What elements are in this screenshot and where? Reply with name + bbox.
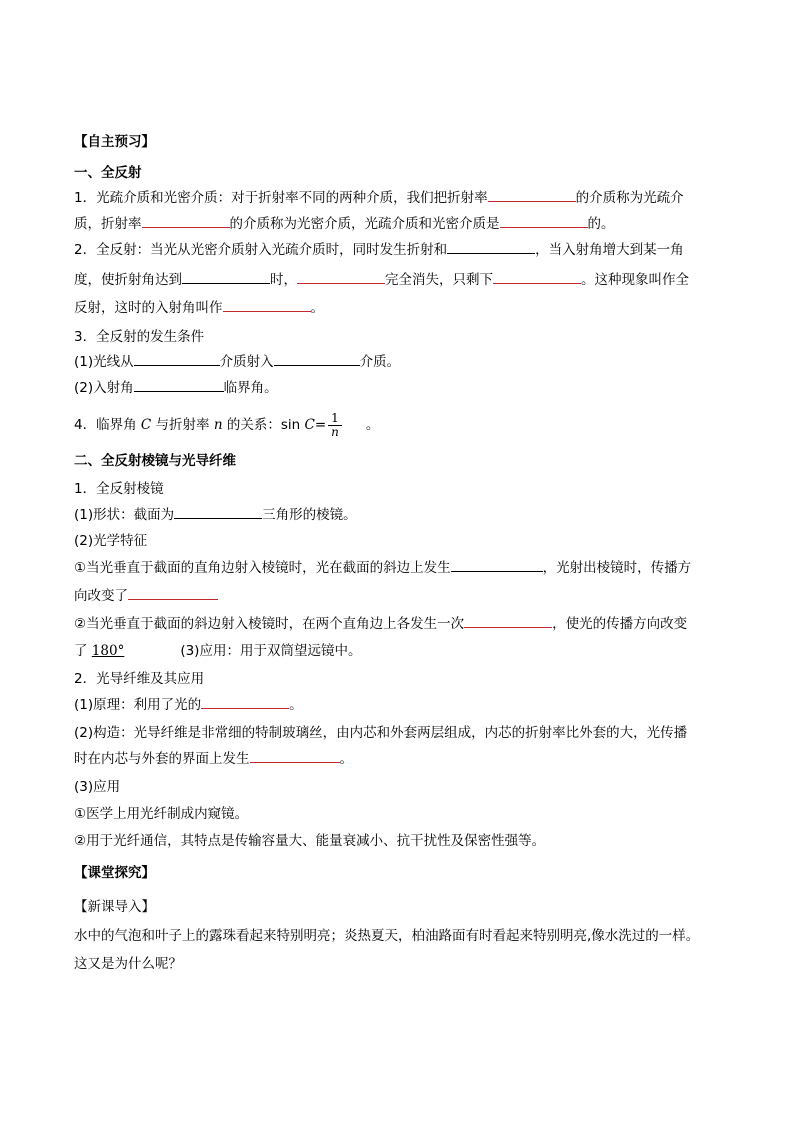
blank[interactable] [142, 215, 230, 228]
fiber-structure-line-2: 时在内芯与外套的界面上发生 。 [74, 751, 353, 767]
section-explore-heading: 【课堂探究】 [74, 865, 155, 881]
fiber-application-title: (3)应用 [74, 779, 121, 795]
blank[interactable] [493, 271, 581, 284]
blank[interactable] [464, 615, 552, 628]
blank[interactable] [134, 353, 220, 366]
fraction-1-over-n: $\frac{1}{n}$ [328, 412, 342, 439]
prism-shape: (1)形状：截面为 三角形的棱镜。 [74, 507, 357, 523]
fiber-title: 2．光导纤维及其应用 [74, 671, 205, 687]
fiber-application-1: ①医学上用光纤制成内窥镜。 [74, 806, 249, 822]
blank[interactable] [447, 241, 535, 254]
blank[interactable] [134, 379, 224, 392]
section-preview-heading: 【自主预习】 [74, 134, 155, 150]
prism-feature-2-line-1: ②当光垂直于截面的斜边射入棱镜时，在两个直角边上各发生一次 ，使光的传播方向改变 [74, 616, 688, 632]
blank[interactable] [500, 215, 588, 228]
para-3-title: 3．全反射的发生条件 [74, 329, 205, 345]
para-3-condition-1: (1)光线从 介质射入 介质。 [74, 354, 401, 370]
para-1-line-1: 1．光疏介质和光密介质：对于折射率不同的两种介质，我们把折射率 的介质称为光疏介 [74, 190, 684, 206]
para-4-critical-angle: 4．临界角 C 与折射率 n 的关系：sin C= $\frac{1}{n}$ 。 [74, 410, 380, 439]
para-2-line-1: 2．全反射：当光从光密介质射入光疏介质时，同时发生折射和 ，当入射角增大到某一角 [74, 242, 684, 258]
prism-feature-2-line-2: 了 180° (3)应用：用于双筒望远镜中。 [74, 643, 362, 659]
prism-feature-1-line-2: 向改变了 [74, 586, 218, 606]
heading-prism-fiber: 二、全反射棱镜与光导纤维 [74, 453, 236, 469]
blank[interactable] [174, 506, 262, 519]
blank[interactable] [451, 559, 543, 572]
fiber-application-2: ②用于光纤通信，其特点是传输容量大、能量衰减小、抗干扰性及保密性强等。 [74, 833, 546, 849]
intro-text-line-1: 水中的气泡和叶子上的露珠看起来特别明亮；炎热夏天，柏油路面有时看起来特别明亮,像水洗过的一样。 [74, 928, 700, 944]
blank[interactable] [128, 587, 218, 600]
prism-optical-features: (2)光学特征 [74, 533, 148, 549]
fiber-principle: (1)原理：利用了光的 。 [74, 697, 303, 713]
blank[interactable] [182, 271, 270, 284]
blank[interactable] [488, 189, 576, 202]
para-2-line-2: 度，使折射角达到 时， 完全消失，只剩下 。这种现象叫作全 [74, 272, 689, 288]
para-2-line-3: 反射，这时的入射角叫作 。 [74, 300, 324, 316]
blank[interactable] [250, 750, 340, 763]
section-intro-heading: 【新课导入】 [74, 899, 155, 915]
heading-total-reflection: 一、全反射 [74, 165, 142, 181]
blank[interactable] [297, 271, 385, 284]
filled-answer-180: 180° [91, 643, 125, 659]
prism-feature-1-line-1: ①当光垂直于截面的直角边射入棱镜时，光在截面的斜边上发生 ，光射出棱镜时，传播方 [74, 560, 692, 576]
blank[interactable] [201, 696, 289, 709]
para-1-line-2: 质，折射率 的介质称为光密介质，光疏介质和光密介质是 的。 [74, 216, 615, 232]
para-3-condition-2: (2)入射角 临界角。 [74, 380, 278, 396]
prism-title: 1．全反射棱镜 [74, 481, 164, 497]
blank[interactable] [223, 299, 311, 312]
fiber-structure-line-1: (2)构造：光导纤维是非常细的特制玻璃丝，由内芯和外套两层组成，内芯的折射率比外套的大，光传播 [74, 725, 688, 741]
blank[interactable] [274, 353, 360, 366]
intro-text-line-2: 这又是为什么呢？ [74, 956, 182, 972]
